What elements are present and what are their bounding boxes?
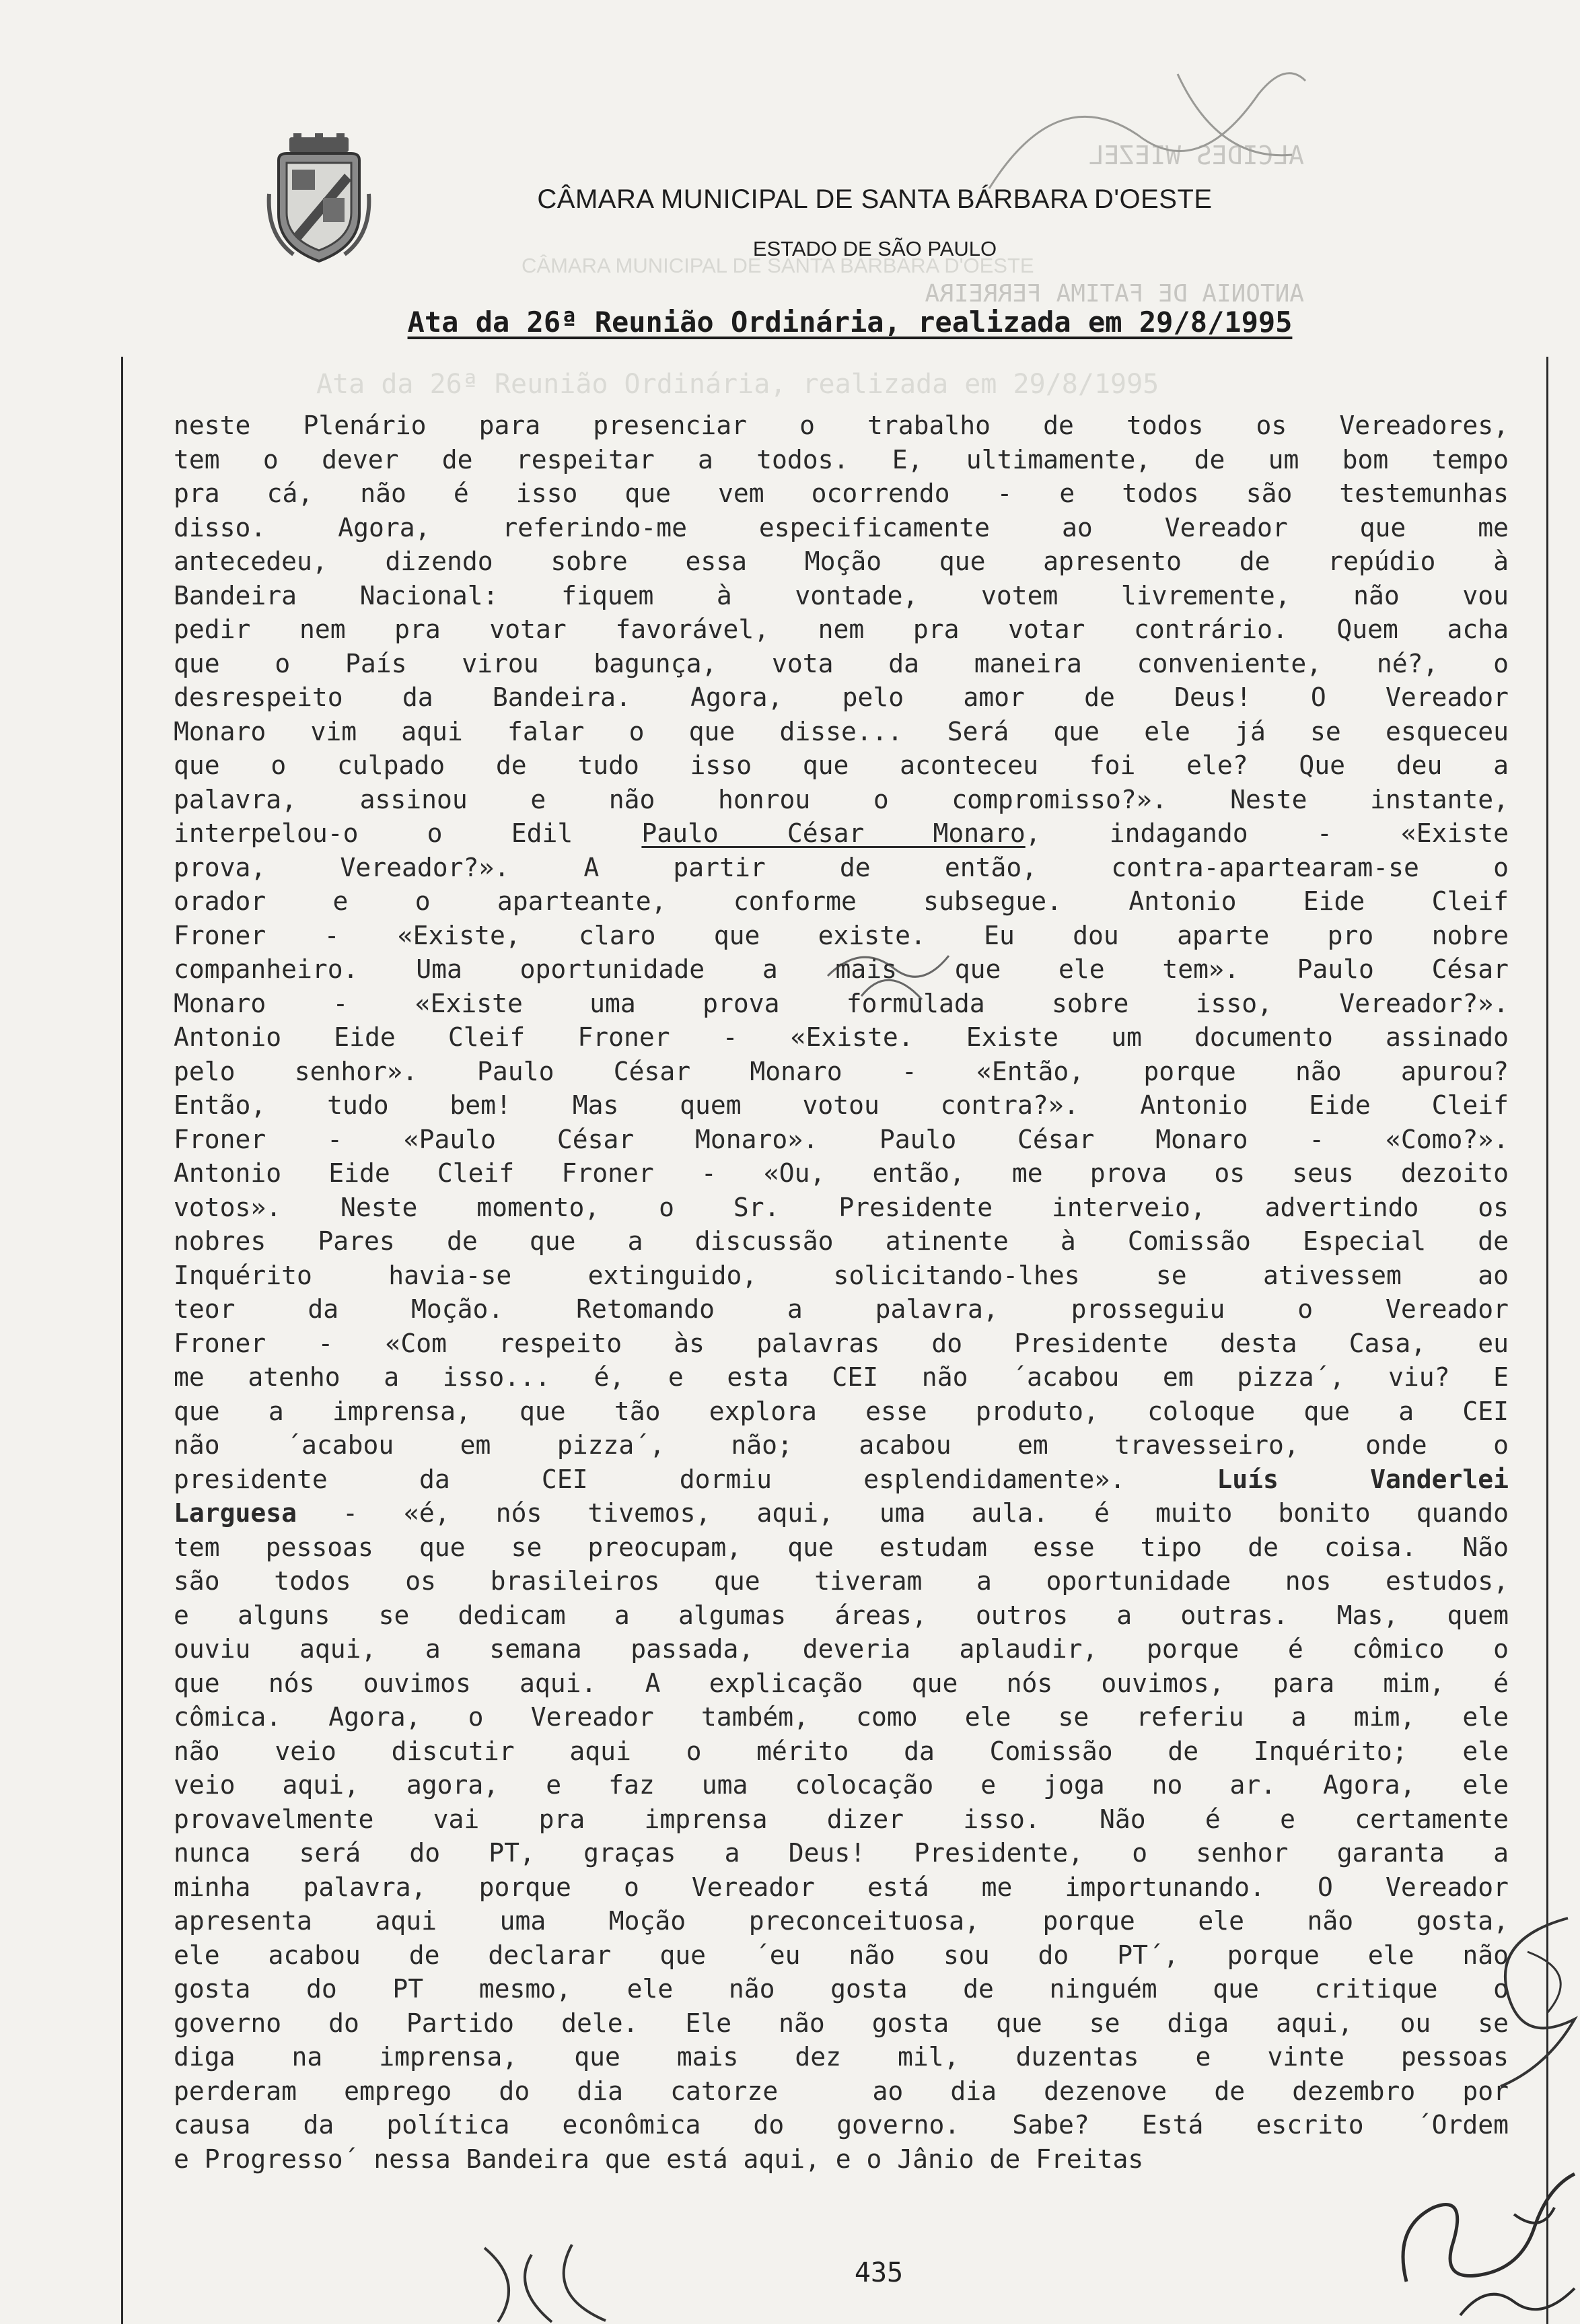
text-line: perderam emprego do dia catorze ao dia dezenove de dezembro por <box>174 2076 1509 2106</box>
minutes-body <box>174 409 1509 2176</box>
text-line: são todos os brasileiros que tiveram a oportunidade nos estudos, <box>174 1566 1509 1596</box>
text-line: Monaro vim aqui falar o que disse... Será que ele já se esqueceu <box>174 716 1509 746</box>
text-line: governo do Partido dele. Ele não gosta que se diga aqui, ou se <box>174 2008 1509 2038</box>
text-line: minha palavra, porque o Vereador está me importunando. O Vereador <box>174 1872 1509 1902</box>
text-line <box>174 816 1509 851</box>
text-line: não ´acabou em pizza´, não; acabou em travesseiro, onde o <box>174 1430 1509 1460</box>
text-segment: , indagando - «Existe <box>1025 818 1509 848</box>
text-line: que a imprensa, que tão explora esse produto, coloque que a CEI <box>174 1396 1509 1426</box>
page-number: 435 <box>854 2257 904 2288</box>
text-line: e alguns se dedicam a algumas áreas, outros a outras. Mas, quem <box>174 1600 1509 1630</box>
text-line: nunca será do PT, graças a Deus! Presidente, o senhor garanta a <box>174 1838 1509 1868</box>
text-line: orador e o aparteante, conforme subsegue. Antonio Eide Cleif <box>174 886 1509 916</box>
text-line: Então, tudo bem! Mas quem votou contra?». Antonio Eide Cleif <box>174 1090 1509 1120</box>
text-line: e Progresso´ nessa Bandeira que está aqui, e o Jânio de Freitas <box>174 2144 1144 2174</box>
text-line: Bandeira Nacional: fiquem à vontade, votem livremente, não vou <box>174 580 1509 610</box>
text-line: Inquérito havia-se extinguido, solicitando-lhes se ativessem ao <box>174 1260 1509 1290</box>
speaker-name: Larguesa <box>174 1498 297 1528</box>
text-line: provavelmente vai pra imprensa dizer isso. Não é e certamente <box>174 1804 1509 1834</box>
text-line: palavra, assinou e não honrou o compromisso?». Neste instante, <box>174 784 1509 814</box>
text-line: votos». Neste momento, o Sr. Presidente interveio, advertindo os <box>174 1192 1509 1222</box>
text-line: me atenho a isso... é, e esta CEI não ´acabou em pizza´, viu? E <box>174 1362 1509 1392</box>
text-line: tem pessoas que se preocupam, que estudam esse tipo de coisa. Não <box>174 1532 1509 1562</box>
text-line: que o País virou bagunça, vota da maneira conveniente, né?, o <box>174 648 1509 678</box>
text-line: prova, Vereador?». A partir de então, contra-apartearam-se o <box>174 852 1509 882</box>
handwritten-signature <box>471 2241 673 2324</box>
text-line: gosta do PT mesmo, ele não gosta de ninguém que critique o <box>174 1974 1509 2004</box>
text-line <box>174 1463 1509 1497</box>
municipal-crest-icon <box>266 133 371 265</box>
text-line: pedir nem pra votar favorável, nem pra votar contrário. Quem acha <box>174 614 1509 644</box>
text-line: Monaro - «Existe uma prova formulada sobre isso, Vereador?». <box>174 988 1509 1018</box>
text-line: que nós ouvimos aqui. A explicação que nós ouvimos, para mim, é <box>174 1668 1509 1698</box>
right-margin-rule <box>1546 357 1548 2324</box>
speaker-name: Luís Vanderlei <box>1217 1464 1509 1494</box>
text-line: cômica. Agora, o Vereador também, como ele se referiu a mim, ele <box>174 1702 1509 1732</box>
text-line: Antonio Eide Cleif Froner - «Ou, então, me prova os seus dezoito <box>174 1158 1509 1188</box>
text-line: ouviu aqui, a semana passada, deveria aplaudir, porque é cômico o <box>174 1634 1509 1664</box>
text-line: apresenta aqui uma Moção preconceituosa, porque ele não gosta, <box>174 1906 1509 1936</box>
text-line: teor da Moção. Retomando a palavra, prosseguiu o Vereador <box>174 1294 1509 1324</box>
text-line: tem o dever de respeitar a todos. E, ultimamente, de um bom tempo <box>174 444 1509 474</box>
text-line: pra cá, não é isso que vem ocorrendo - e todos são testemunhas <box>174 479 1509 508</box>
text-line: causa da política econômica do governo. Sabe? Está escrito ´Ordem <box>174 2110 1509 2140</box>
underlined-name: Paulo César Monaro <box>641 818 1026 848</box>
text-line: não veio discutir aqui o mérito da Comissão de Inquérito; ele <box>174 1736 1509 1766</box>
text-line: nobres Pares de que a discussão atinente à Comissão Especial de <box>174 1226 1509 1256</box>
text-line: pelo senhor». Paulo César Monaro - «Então, porque não apurou? <box>174 1056 1509 1086</box>
left-margin-rule <box>121 357 123 2324</box>
state-name: ESTADO DE SÃO PAULO <box>752 237 997 260</box>
text-line: Froner - «Com respeito às palavras do Presidente desta Casa, eu <box>174 1328 1509 1358</box>
text-line: antecedeu, dizendo sobre essa Moção que apresento de repúdio à <box>174 547 1509 576</box>
text-line: disso. Agora, referindo-me especificamente ao Vereador que me <box>174 512 1509 542</box>
text-segment: presidente da CEI dormiu esplendidamente». <box>174 1464 1217 1494</box>
text-line: Antonio Eide Cleif Froner - «Existe. Existe um documento assinado <box>174 1022 1509 1052</box>
text-line: companheiro. Uma oportunidade a mais que ele tem». Paulo César <box>174 954 1509 984</box>
text-line: diga na imprensa, que mais dez mil, duzentas e vinte pessoas <box>174 2042 1509 2072</box>
bleed-title: Ata da 26ª Reunião Ordinária, realizada em 29/8/1995 <box>316 369 1159 400</box>
bleed-name-2: ANTONIA DE FATIMA FERREIRA <box>925 280 1304 308</box>
text-line: desrespeito da Bandeira. Agora, pelo amor de Deus! O Vereador <box>174 682 1509 712</box>
bleed-name-1: ALCIDES WIEZEL <box>1088 141 1304 170</box>
text-line <box>174 1496 1509 1530</box>
text-segment: - «é, nós tivemos, aqui, uma aula. é muito bonito quando <box>297 1498 1509 1528</box>
text-line: neste Plenário para presenciar o trabalho de todos os Vereadores, <box>174 411 1509 440</box>
text-segment: interpelou-o o Edil <box>174 818 642 848</box>
text-line: Froner - «Existe, claro que existe. Eu dou aparte pro nobre <box>174 920 1509 950</box>
text-line: Froner - «Paulo César Monaro». Paulo César Monaro - «Como?». <box>174 1124 1509 1154</box>
text-line: que o culpado de tudo isso que aconteceu foi ele? Que deu a <box>174 750 1509 780</box>
text-line: ele acabou de declarar que ´eu não sou do PT´, porque ele não <box>174 1940 1509 1970</box>
bleed-institution: CÂMARA MUNICIPAL DE SANTA BÁRBARA D'OESTE <box>522 254 1034 277</box>
document-title: Ata da 26ª Reunião Ordinária, realizada em 29/8/1995 <box>407 306 1293 339</box>
text-line: veio aqui, agora, e faz uma colocação e joga no ar. Agora, ele <box>174 1770 1509 1800</box>
institution-name: CÂMARA MUNICIPAL DE SANTA BÁRBARA D'OESTE <box>537 184 1213 214</box>
